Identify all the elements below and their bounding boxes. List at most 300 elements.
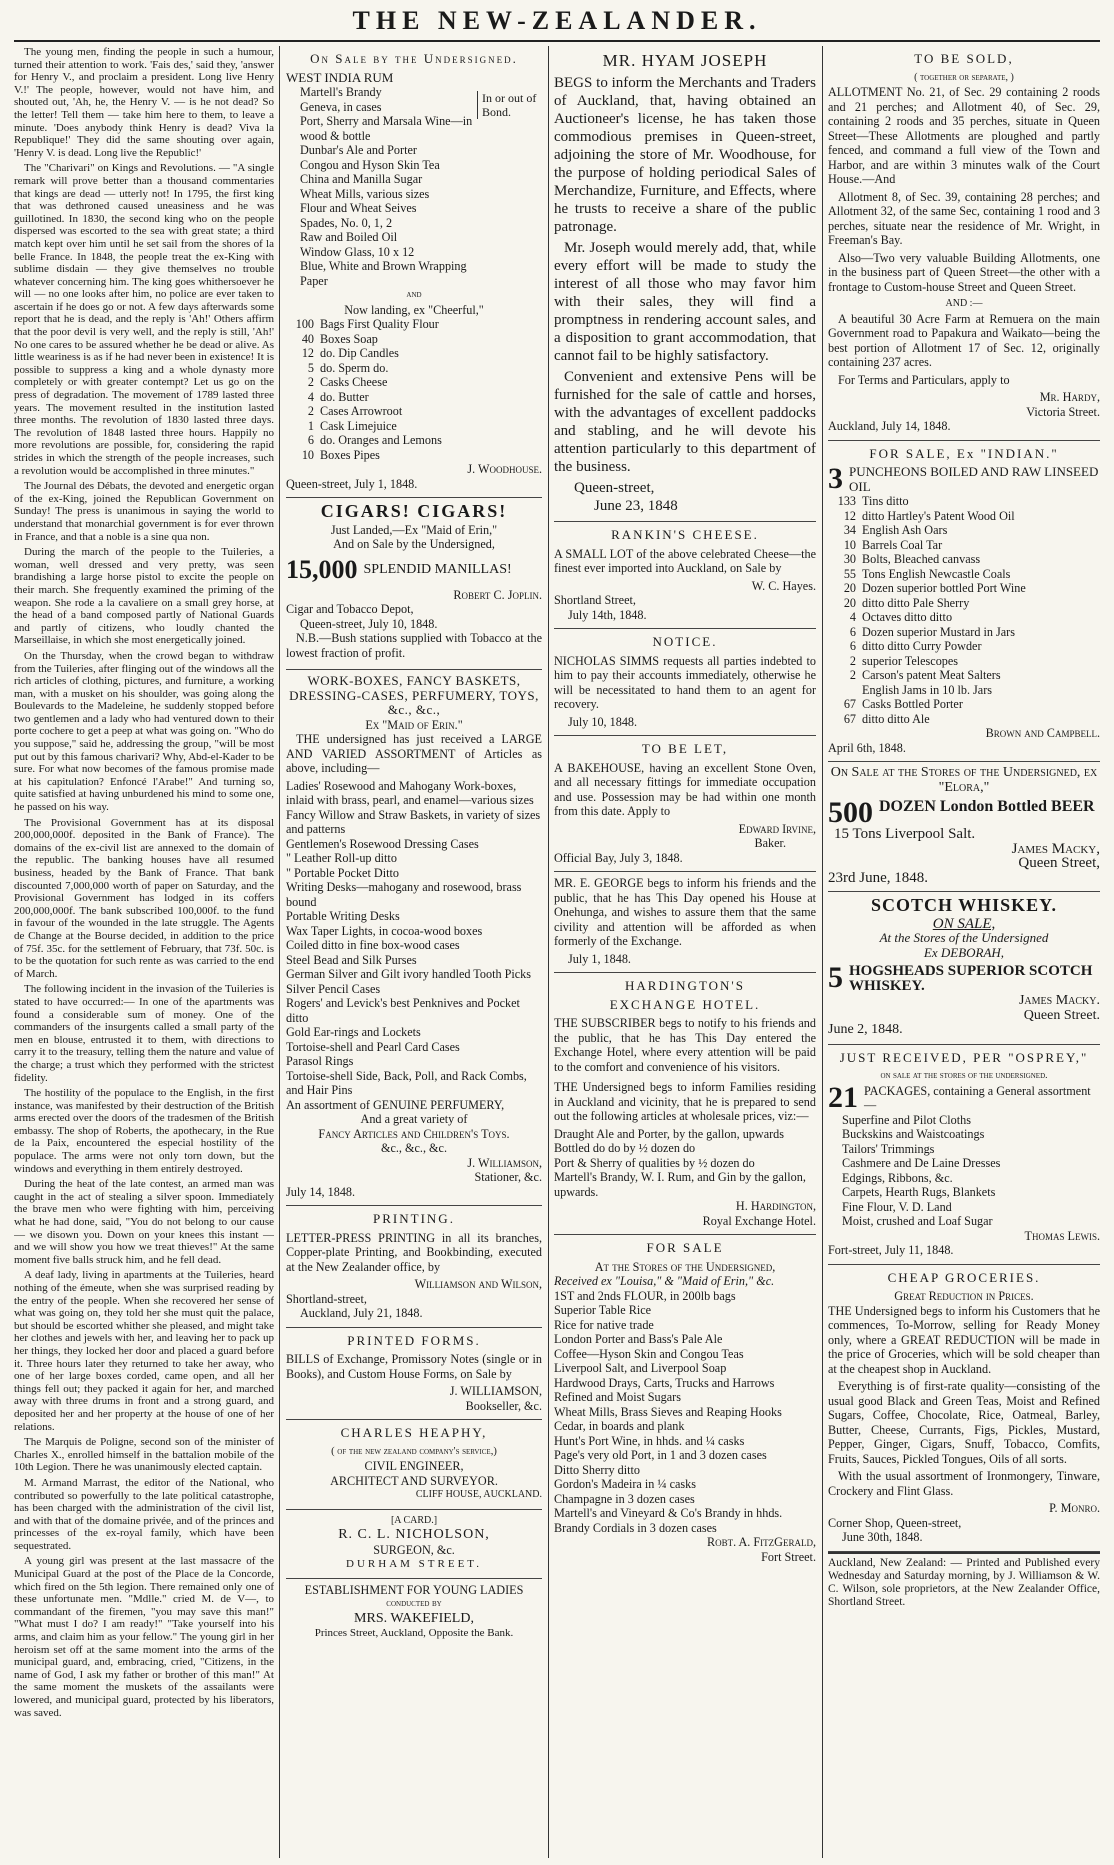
list-item: Blue, White and Brown Wrapping Paper <box>300 259 467 288</box>
ad-date: June 2, 1848. <box>828 1022 903 1037</box>
ad-hyam-joseph <box>554 46 816 522</box>
item-quantity: 55 <box>843 566 856 581</box>
news-paragraph: The "Charivari" on Kings and Revolutions. — "A single remark will prove better than a thousand commentaries that kings are dead — utterly not! In 1795, the first king that was dethroned caused uneasiness and he was guillotined. In 1830, the second king who on the people dispersed was escorted to the sea with great state; a third match kept over him until he set sail from the shores of la belle France. In 1848, the people treat the ex-King with sublime disdain — they give themselves no trouble whatever concerning him. The king goes whithersoever he will — no one looks after him, no police are ever taken to ascertain if he does go or not. A few days afterwards some report that he is dead, and the reply is 'Ah!' Others affirm that the poor devil is very well, and the reply is still, 'Ah!' No one cares to be assured whether he be dead or alive. As little weariness is as if he had never been in existence! It is possible to suppress a king and a whole dynasty more completely or with greater contempt? Let us go on the press of degradation. The movement of 1789 lasted three years. The movement resulted in the institution lasted three months. The revolution of 1830 lasted three days. The revolution of 1848 lasted three hours. Happily no more revolutions are possible, for, considering the rapid strides in which the strength of the people increases, such a revolution would be accomplished in three minutes." <box>14 162 274 477</box>
list-item <box>828 654 1100 669</box>
list-item: Flour and Wheat Seives <box>300 201 417 215</box>
landing-line: Now landing, ex "Cheerful," <box>344 302 484 317</box>
list-item: London Porter and Bass's Pale Ale <box>554 1332 723 1346</box>
ad-title: FOR SALE, Ex "INDIAN." <box>869 445 1059 461</box>
ad-hardington <box>554 973 816 1235</box>
list-item <box>828 567 1100 582</box>
ad-title: NOTICE. <box>652 634 718 649</box>
item-name: do. Dip Candles <box>320 346 399 360</box>
list-item: " Portable Pocket Ditto <box>286 865 399 880</box>
list-item: Superfine and Pilot Cloths <box>842 1112 971 1127</box>
item-quantity: 2 <box>307 375 314 389</box>
ad-address: Princes Street, Auckland, Opposite the Bank. <box>314 1627 514 1639</box>
ad-date: Queen-street, July 10, 1848. <box>300 616 438 631</box>
item-name: ditto ditto Curry Powder <box>862 639 982 653</box>
ad-printed-forms <box>286 1328 542 1421</box>
ad-heading: On Sale by the Undersigned. <box>310 51 518 66</box>
ad-lead: PUNCHEONS BOILED AND RAW LINSEED OIL <box>849 465 1099 494</box>
ad-title: SCOTCH WHISKEY. <box>870 895 1058 915</box>
ad-body: THE Undersigned begs to inform Families residing in Auckland and vicinity, that he is prepared to send out the following articles at wholesale prices, viz:— <box>554 1080 816 1123</box>
list-item: Tortoise-shell and Pearl Card Cases <box>286 1039 460 1054</box>
item-quantity: 10 <box>843 537 856 552</box>
ad-line: And on Sale by the Undersigned, <box>333 537 495 551</box>
ad-card: [A CARD.] <box>390 1514 438 1526</box>
ad-title: FOR SALE <box>646 1240 724 1255</box>
item-quantity: 4 <box>849 610 856 624</box>
ad-body: Everything is of first-rate quality—consisting of the usual good Black and Green Teas, Moist and Refined Sugars, Coffee, Chocolate, Rice, Oatmeal, Barley, Butter, Cheese, Currants, Figs, Pickles, Mustard, Pepper, Ginger, Cigars, Snuff, Tobacco, Comfits, Fruits, Sauces, Pickled Tongues, Oils of all sorts. <box>828 1379 1100 1466</box>
ad-signer: J. Woodhouse. <box>467 462 542 476</box>
item-quantity: 100 <box>295 317 314 331</box>
item-name: Boxes Pipes <box>320 447 380 462</box>
column-4 <box>828 46 1100 1858</box>
list-item: Page's very old Port, in 1 and 3 dozen cases <box>554 1448 767 1462</box>
list-item: Wheat Mills, Brass Sieves and Reaping Hooks <box>554 1404 782 1419</box>
and-label: AND :— <box>945 298 983 309</box>
ad-bakehouse <box>554 736 816 872</box>
column-divider <box>548 46 549 1858</box>
ad-signer: H. Hardington, <box>735 1199 816 1213</box>
list-item <box>828 509 1100 524</box>
list-item <box>828 639 1100 654</box>
list-item: Window Glass, 10 x 12 <box>300 244 415 259</box>
item-name: Dozen superior bottled Port Wine <box>862 581 1026 595</box>
list-item: Edgings, Ribbons, &c. <box>842 1170 953 1185</box>
list-item <box>828 712 1100 727</box>
landing-list <box>286 317 542 462</box>
ad-osprey <box>828 1045 1100 1265</box>
item-name: Bags First Quality Flour <box>320 317 439 331</box>
list-item: Cashmere and De Laine Dresses <box>842 1156 1001 1170</box>
item-list <box>828 494 1100 726</box>
news-paragraph: The Provisional Government has at its disposal 200,000,000f. deposited in the Bank of France). The domains of the ex-civil list are annexed to the domain of the republic. The banking houses have all resumed business, headed by the Bank of France. That bank discounted 7,000,000 worth of paper on Saturday, and the Provisional Government has lodged in its coffers 200,000,000f. The bank subscribed 100,000f. to the fund in favour of the wounded in the late struggle. The Agents de Change at the Bourse decided, in addition to the price of 75f. 35c. for the settlement of February, that 73f. 50c. is to be the quotation for such rente as was carried to the end of March. <box>14 816 274 980</box>
list-item <box>286 346 542 361</box>
ad-signer: P. Monro. <box>1049 1501 1100 1515</box>
item-quantity: 30 <box>843 552 856 566</box>
list-item: Martell's Brandy, W. I. Rum, and Gin by the gallon, upwards. <box>554 1170 806 1199</box>
item-quantity: 6 <box>849 624 856 639</box>
list-item <box>286 332 542 347</box>
list-item: Steel Bead and Silk Purses <box>286 952 417 967</box>
ad-signer: J. Williamson, <box>467 1155 542 1170</box>
ad-date: Auckland, July 21, 1848. <box>300 1306 423 1320</box>
item-quantity: 20 <box>843 581 856 595</box>
ad-date: June 23, 1848 <box>594 498 678 514</box>
item-name: Octaves ditto ditto <box>862 610 953 624</box>
ad-woodhouse <box>286 46 542 498</box>
ad-signer-title: Royal Exchange Hotel. <box>702 1213 816 1228</box>
news-paragraph: During the heat of the late contest, an armed man was caught in the act of stealing a silver spoon. Immediately the brave men who were fighting with him, perceiving what he had done, said, "You do not belong to our cause — we disown you. Down on your knees this instant — and we will show you how we treat thieves!" At the same moment five balls struck him, and he fell dead. <box>14 1178 274 1266</box>
item-quantity: 4 <box>307 389 314 404</box>
list-item: Silver Pencil Cases <box>286 981 381 996</box>
list-item: Carpets, Hearth Rugs, Blankets <box>842 1185 996 1199</box>
list-item: An assortment of GENUINE PERFUMERY, <box>286 1097 505 1112</box>
list-item: Bottled do do by ½ dozen do <box>554 1141 696 1155</box>
list-item: Draught Ale and Porter, by the gallon, upwards <box>554 1126 785 1141</box>
column-divider <box>822 46 823 1858</box>
ad-cigars <box>286 498 542 670</box>
item-quantity: 40 <box>301 331 314 346</box>
ad-date: Queen-street, July 1, 1848. <box>286 476 418 491</box>
list-item: Congou and Hyson Skin Tea <box>300 157 440 172</box>
item-name: Cases Arrowroot <box>320 404 403 418</box>
ad-date: Official Bay, July 3, 1848. <box>554 850 683 865</box>
ad-scotch <box>828 892 1100 1045</box>
ad-fitzgerald <box>554 1235 816 1570</box>
ad-ex: Ex "Maid of Erin." <box>365 717 463 732</box>
list-item <box>286 419 542 434</box>
list-item: Buckskins and Waistcoatings <box>842 1127 985 1141</box>
ad-title: PRINTED FORMS. <box>347 1332 481 1348</box>
ad-rankin-cheese <box>554 522 816 629</box>
ad-heaphy <box>286 1420 542 1510</box>
ad-signer: J. WILLIAMSON, <box>449 1384 542 1398</box>
ad-title: TO BE LET, <box>641 741 729 756</box>
list-item <box>828 596 1100 611</box>
ad-title: On Sale at the Stores of the Undersigned, ex "Elora," <box>830 765 1098 795</box>
ad-sub: Great Reduction in Prices. <box>894 1289 1034 1303</box>
item-name: Carson's patent Meat Salters <box>862 668 1001 682</box>
list-item: Gordon's Madeira in ¼ casks <box>554 1477 696 1491</box>
ad-body: BILLS of Exchange, Promissory Notes (single or in Books), and Custom House Forms, on Sale by <box>286 1352 542 1381</box>
ad-indian <box>828 441 1100 763</box>
list-item: Ladies' Rosewood and Mahogany Work-boxes, inlaid with brass, pearl, and enamel—various sizes <box>286 778 534 807</box>
item-quantity: 2 <box>849 668 856 682</box>
and-label: and <box>406 289 422 300</box>
list-item <box>828 610 1100 625</box>
item-list <box>286 85 476 288</box>
list-item <box>286 390 542 405</box>
list-item: Coffee—Hyson Skin and Congou Teas <box>554 1346 744 1361</box>
ad-body: NICHOLAS SIMMS requests all parties indebted to him to pay their accounts immediately, otherwise he will be necessitated to hand them to an agent for recovery. <box>554 653 816 711</box>
item-name: Tins ditto <box>862 494 909 508</box>
ad-body: THE SUBSCRIBER begs to notify to his friends and the public, that he has This Day entered the Exchange Hotel, where every attention will be paid to the comfort and convenience of his visitors. <box>554 1016 816 1074</box>
item-name: ditto ditto Ale <box>862 711 930 726</box>
item-name: Barrels Coal Tar <box>862 537 943 552</box>
ad-line: SURGEON, &c. <box>373 1542 455 1557</box>
ad-line: CIVIL ENGINEER, <box>364 1459 464 1473</box>
list-item: Tailors' Trimmings <box>842 1141 935 1156</box>
column-2 <box>286 46 542 1858</box>
column-divider <box>279 46 280 1858</box>
item-name: English Ash Oars <box>862 523 948 537</box>
ad-title: TO BE SOLD, <box>914 51 1014 66</box>
item-name: superior Telescopes <box>862 653 959 668</box>
ad-body: LETTER-PRESS PRINTING in all its branches, Copper-plate Printing, and Bookbinding, executed at the New Zealander office, by <box>286 1230 542 1274</box>
news-paragraph: The Journal des Débats, the devoted and energetic organ of the ex-King, joined the Republican Government on Sunday! The press is unanimous in saying the world to understand that monarchial government is for ever thrown in France, and that a noble is a sine qua non. <box>14 480 274 543</box>
list-item: Moist, crushed and Loaf Sugar <box>842 1214 993 1228</box>
product: HOGSHEADS SUPERIOR SCOTCH WHISKEY. <box>849 964 1093 994</box>
ad-title: CIGARS! CIGARS! <box>320 501 508 521</box>
list-item: German Silver and Gilt ivory handled Tooth Picks <box>286 967 532 981</box>
ad-printing <box>286 1206 542 1328</box>
ad-sub: At the Stores of the Undersigned, <box>594 1259 776 1274</box>
ad-wakefield <box>286 1579 542 1647</box>
list-item <box>828 494 1100 509</box>
ad-signer: James Macky, <box>1011 840 1100 857</box>
ad-sub: ( together or separate, ) <box>914 71 1014 83</box>
list-item: Raw and Boiled Oil <box>300 230 398 244</box>
ad-signer-title: Bookseller, &c. <box>465 1398 542 1413</box>
ad-date: July 1, 1848. <box>568 951 631 966</box>
ad-body: Mr. Joseph would merely add, that, while every effort will be made to study the interest of all those who may favor him with their sales, they will find a promptness in rendering account sales, and a disposition to grant accommodation, that cannot fail to be highly satisfactory. <box>554 240 816 364</box>
quantity: 3 <box>828 465 843 494</box>
list-item: Superior Table Rice <box>554 1303 652 1317</box>
news-paragraph: The Marquis de Poligne, second son of the minister of Charles X., enrolled himself in the battalion mobile of the 10th Legion. There he was unanimously elected captain. <box>14 1436 274 1474</box>
ad-signer: Brown and Campbell. <box>985 726 1100 740</box>
news-paragraph: A young girl was present at the last massacre of the Municipal Guard at the post of the Place de la Concorde, which fired on the 5th legion. There remained only one of these unfortunate men. "Mdlle." cried M. de V—, to commandant of the firemen, "you may save this man!" "What must I do? I am ready!" "Take yourself into his arms, and claim him as your fellow." The young girl in her heroism set off at the same moment into the arms of the municipal guard, and, embracing, cried, "Citizens, in the name of God, I ask my father or brother of this man!" At the same moment the muskets of the assailants were lowered, and municipal guard, protected by his liberators, was saved. <box>14 1555 274 1719</box>
ad-signer: James Macky. <box>1018 993 1100 1008</box>
list-item: Fine Flour, V. D. Land <box>842 1199 952 1214</box>
ad-title: WORK-BOXES, FANCY BASKETS, DRESSING-CASES, PERFUMERY, TOYS, &c., &c., <box>289 673 539 717</box>
list-item: Cedar, in boards and plank <box>554 1419 685 1433</box>
list-item: Rogers' and Levick's best Penknives and Pocket ditto <box>286 996 520 1025</box>
list-item <box>828 697 1100 712</box>
ad-body: With the usual assortment of Ironmongery, Tinware, Crockery and Flint Glass. <box>828 1469 1100 1498</box>
ad-to-be-sold <box>828 46 1100 441</box>
item-name: Tons English Newcastle Coals <box>862 566 1011 581</box>
list-item: Refined and Moist Sugars <box>554 1390 681 1404</box>
item-name: ditto ditto Pale Sherry <box>862 595 970 610</box>
ad-sub: on sale at the stores of the undersigned. <box>880 1071 1048 1081</box>
ad-line: Fancy Articles and Children's Toys. <box>318 1126 510 1141</box>
product: DOZEN London Bottled BEER <box>879 799 1095 815</box>
ad-ex: Ex DEBORAH, <box>923 944 1005 960</box>
list-item <box>286 448 542 463</box>
ad-signer-title: Baker. <box>754 836 786 850</box>
item-name: Casks Cheese <box>320 375 388 389</box>
news-paragraph: The following incident in the invasion of the Tuileries is stated to have occurred:— In one of the apartments was found a considerable sum of money. One of the commanders of the insurgents called a small party of the men en blouse, entrusted it to them, with directions to carry it to the treasury, telling them the nature and value of the charge; a trust which they performed with the strictest fidelity. <box>14 983 274 1084</box>
ad-line: &c., &c., &c. <box>381 1141 447 1155</box>
list-item: Portable Writing Desks <box>286 909 400 923</box>
list-item: China and Manilla Sugar <box>300 172 423 186</box>
list-item: Writing Desks—mahogany and rosewood, brass bound <box>286 880 522 909</box>
ad-place: Queen-street, <box>574 480 655 496</box>
ad-title: JUST RECEIVED, PER "OSPREY," <box>839 1049 1089 1065</box>
ad-body: ALLOTMENT No. 21, of Sec. 29 containing 2 roods and 21 perches; and Allotment 40, of Sec. 29, containing 2 roods and 35 perches, situate in Queen Street—These Allotments are ploughed and partly fenced, and command a full view of the Town and Harbor, and are within 3 minutes walk of the Court House.—And <box>828 85 1100 186</box>
imprint-footer: Auckland, New Zealand: — Printed and Published every Wednesday and Saturday morning, by J. Williamson & W. C. Wilson, sole proprietors, at the New Zealander Office, Shortland Street. <box>828 1552 1100 1609</box>
news-article <box>14 46 274 1719</box>
ad-line: 15 Tons Liverpool Salt. <box>834 826 976 842</box>
ad-signer-title: Queen Street, <box>1018 855 1100 871</box>
bond-note: In or out of Bond. <box>477 91 542 119</box>
list-item: Spades, No. 0, 1, 2 <box>300 215 393 230</box>
item-quantity: 67 <box>843 697 856 711</box>
item-quantity: 6 <box>849 639 856 653</box>
ad-lead: PACKAGES, containing a General assortment— <box>864 1083 1091 1112</box>
list-item <box>286 404 542 419</box>
ad-title: RANKIN'S CHEESE. <box>611 527 759 542</box>
ad-name: MRS. WAKEFIELD, <box>354 1610 474 1626</box>
ad-date: July 14, 1848. <box>286 1184 356 1199</box>
ad-body: Allotment 8, of Sec. 39, containing 28 perches; and Allotment 32, of the same Sec, containing 1 rood and 3 perches, situate near the residence of Mr. Wright, in Freeman's Bay. <box>828 189 1100 247</box>
ad-nicholson <box>286 1510 542 1579</box>
list-item: Hunt's Port Wine, in hhds. and ¼ casks <box>554 1433 745 1448</box>
item-quantity: 5 <box>307 360 314 375</box>
news-paragraph: On the Thursday, when the crowd began to withdraw from the Tuileries, after flinging out of the windows all the rich articles of clothing, pictures, and furniture, a working man, with a musket on his shoulder, was going along the Boulevards to the Madeleine, he suddenly stopped before two gentlemen and a lady who had ventured down to their porte cochere to get a peep at what was going on. "Who do you suppose," said he, addressing the group, "will be most put out by this famous charivari? Why, Abd-el-Kader to be sure. For what now becomes of the famous promise made at his capitulation? Enfoncé l'Arabe!" And turning so, quite satisfied at having unburdened his mind to some one, he passed on his way. <box>14 649 274 814</box>
ad-place: Shortland-street, <box>286 1291 367 1306</box>
column-news <box>14 46 274 1858</box>
ad-signer: Robt. A. FitzGerald, <box>706 1535 816 1549</box>
ad-george <box>554 872 816 973</box>
list-item: Brandy Cordials in 3 dozen cases <box>554 1520 717 1535</box>
list-item: " Leather Roll-up ditto <box>286 851 397 865</box>
item-name: do. Oranges and Lemons <box>320 433 442 447</box>
item-name: Casks Bottled Porter <box>862 697 963 711</box>
ad-sub: ( of the new zealand company's service,) <box>331 1445 497 1457</box>
item-quantity: 2 <box>849 653 856 668</box>
item-name: Dozen superior Mustard in Jars <box>862 624 1015 639</box>
item-name: do. Butter <box>320 389 369 404</box>
item-name: ditto Hartley's Patent Wood Oil <box>862 508 1015 523</box>
list-item: Ditto Sherry ditto <box>554 1462 640 1477</box>
ad-body: BEGS to inform the Merchants and Traders of Auckland, that, having obtained an Auctioneer's license, he has taken those commodious premises in Queen-street, adjoining the store of Mr. Woodhouse, for the purpose of holding periodical Sales of Merchandize, Furniture, and Effects, where he trusts to receive a share of the public patronage. <box>554 75 816 235</box>
ad-date: Auckland, July 14, 1848. <box>828 419 951 433</box>
list-item <box>828 552 1100 567</box>
masthead: THE NEW-ZEALANDER. <box>352 6 762 35</box>
news-paragraph: The hostility of the populace to the English, in the first instance, was manifested by their destruction of the British arms erected over the doors of the tradesmen of the British embassy. The shop of Roberts, the apothecary, in the Rue de la Paix, encountered the especial hostility of the populace. The arms were not only torn down, but the windows and everything in them entirely destroyed. <box>14 1087 274 1175</box>
item-quantity: 12 <box>301 346 314 360</box>
item-quantity: 10 <box>301 447 314 462</box>
list-item <box>828 538 1100 553</box>
ad-signer-title: Fort Street. <box>761 1549 816 1564</box>
ad-title-2: EXCHANGE HOTEL. <box>609 996 761 1012</box>
list-item: Liverpool Salt, and Liverpool Soap <box>554 1361 727 1375</box>
list-item <box>286 375 542 390</box>
ad-intro: THE undersigned has just received a LARGE AND VARIED ASSORTMENT of Articles as above, including— <box>286 732 542 775</box>
list-item: Port, Sherry and Marsala Wine—in wood & bottle <box>300 114 473 143</box>
ad-date: 23rd June, 1848. <box>828 869 928 886</box>
ad-signer-title: Victoria Street. <box>1026 404 1100 419</box>
ad-signer: Mr. Hardy, <box>1039 390 1100 404</box>
ad-title: ESTABLISHMENT FOR YOUNG LADIES <box>304 1582 524 1597</box>
ad-body: A BAKEHOUSE, having an excellent Stone Oven, and all necessary fittings for immediate occupation and use. Possession may be had within one month from this date. Apply to <box>554 760 816 818</box>
ad-line: ARCHITECT AND SURVEYOR. <box>330 1473 498 1488</box>
ad-elora <box>828 762 1100 892</box>
list-item: Champagne in 3 dozen cases <box>554 1491 695 1506</box>
ad-title: CHARLES HEAPHY, <box>340 1425 488 1440</box>
news-paragraph: M. Armand Marrast, the editor of the National, who contributed so powerfully to the late political catastrophe, has been charged with the administration of the civil list, and with that of the domaine privée, and of the princes and princesses of the ex-royal family, which have been sequestrated. <box>14 1476 274 1552</box>
ad-sub: At the Stores of the Undersigned <box>879 930 1049 945</box>
list-item: Martell's Brandy <box>300 85 382 99</box>
list-item: Martell's and Vineyard & Co's Brandy in hhds. <box>554 1506 783 1520</box>
product: SPLENDID MANILLAS! <box>363 561 512 577</box>
item-quantity: 20 <box>843 595 856 610</box>
item-quantity: 133 <box>837 494 856 508</box>
item-quantity: 67 <box>843 711 856 726</box>
ad-title: PRINTING. <box>373 1211 455 1226</box>
ad-signer: Thomas Lewis. <box>1024 1228 1100 1243</box>
list-item: Gold Ear-rings and Lockets <box>286 1025 421 1039</box>
list-item <box>286 361 542 376</box>
ad-date: June 30th, 1848. <box>842 1530 923 1544</box>
ad-body: For Terms and Particulars, apply to <box>838 372 1010 387</box>
ad-body: THE Undersigned begs to inform his Customers that he commences, To-Morrow, selling for Ready Money only, where a GREAT REDUCTION will be made in the price of Groceries, which will be sold cheaper than at the cheapest shop in Auckland. <box>828 1303 1100 1376</box>
list-item: Geneva, in cases <box>300 99 382 114</box>
ad-intro: WEST INDIA RUM <box>286 69 394 85</box>
list-item: Dunbar's Ale and Porter <box>300 143 417 157</box>
ad-line: Cigar and Tobacco Depot, <box>286 602 414 616</box>
list-item: Rice for native trade <box>554 1317 654 1332</box>
ad-title: MR. HYAM JOSEPH <box>602 51 768 70</box>
list-item <box>828 668 1100 683</box>
ad-sub: conducted by <box>386 1598 442 1609</box>
list-item: Wheat Mills, various sizes <box>300 186 430 201</box>
ad-street: DURHAM STREET. <box>346 1558 482 1570</box>
ad-received: Received ex "Louisa," & "Maid of Erin," &c. <box>554 1274 775 1288</box>
ad-name: R. C. L. NICHOLSON, <box>338 1527 490 1542</box>
ad-signer: Williamson and Wilson, <box>414 1277 542 1291</box>
item-quantity: 2 <box>307 404 314 418</box>
item-name: English Jams in 10 lb. Jars <box>862 682 992 697</box>
item-list <box>828 1113 1100 1229</box>
item-quantity: 6 <box>307 433 314 447</box>
ad-place: Shortland Street, <box>554 593 636 607</box>
list-item: Hardwood Drays, Carts, Trucks and Harrows <box>554 1375 775 1390</box>
quantity: 15,000 <box>286 555 358 584</box>
list-item: Parasol Rings <box>286 1054 354 1068</box>
item-quantity: 34 <box>843 523 856 537</box>
ad-signer: W. C. Hayes. <box>751 578 816 593</box>
quantity: 21 <box>828 1083 858 1113</box>
list-item: Coiled ditto in fine box-wood cases <box>286 938 460 952</box>
ad-body: Convenient and extensive Pens will be furnished for the sale of cattle and horses, with the advantages of excellent paddocks and stabling, and he will devote his attention particularly to this department of the business. <box>554 369 816 475</box>
item-name: Cask Limejuice <box>320 418 397 433</box>
list-item: Fancy Willow and Straw Baskets, in variety of sizes and patterns <box>286 807 541 836</box>
ad-title: CHEAP GROCERIES. <box>887 1269 1041 1285</box>
ad-line: And a great variety of <box>360 1112 468 1126</box>
list-item <box>828 683 1100 698</box>
item-quantity: 1 <box>307 418 314 433</box>
ad-date: Fort-street, July 11, 1848. <box>828 1243 954 1257</box>
item-name: Bolts, Bleached canvass <box>862 552 981 566</box>
list-item: Tortoise-shell Side, Back, Poll, and Rack Combs, and Hair Pins <box>286 1068 527 1097</box>
list-item <box>286 317 542 332</box>
ad-date: July 14th, 1848. <box>568 607 647 622</box>
news-paragraph: A deaf lady, living in apartments at the Tuileries, heard nothing of the émeute, when she was surprised reading by the entry of the people. When she recovered her sense of what was going on, they told her she must quit the palace, but should be escorted whither she pleased, and might take her clothes and jewels with her, and leaving her to pack up her things, they locked her door and placed a guard before it. Three hours later they returned to take her away, who one of her large boxes corded, came open, and all her things fell out; they packed it again for her, and marched away with three drums in front and a strong guard, and deposited her and her property at the house of one of her relations. <box>14 1269 274 1433</box>
ad-place: Corner Shop, Queen-street, <box>828 1515 962 1530</box>
ad-address: CLIFF HOUSE, AUCKLAND. <box>415 1489 542 1500</box>
masthead-rule <box>14 40 1100 42</box>
item-list <box>554 1127 816 1200</box>
list-item: Wax Taper Lights, in cocoa-wood boxes <box>286 923 483 938</box>
list-item <box>828 625 1100 640</box>
list-item: Port & Sherry of qualities by ½ dozen do <box>554 1155 755 1170</box>
list-item <box>828 581 1100 596</box>
ad-note: N.B.—Bush stations supplied with Tobacco at the lowest fraction of profit. <box>286 631 542 660</box>
ad-date: April 6th, 1848. <box>828 740 906 755</box>
news-paragraph: During the march of the people to the Tuileries, a woman, well dressed and very pretty, was seen brandishing a large horse pistol to excite the people on their march. She frequently examined the priming of the weapon. She rode a la cavaliere on a small grey horse, at the head of a band composed partly of National Guards and partly of citizens, who loudly chanted the Marseillaise, in which she most energetically joined. <box>14 546 274 647</box>
quantity: 5 <box>828 964 843 994</box>
ad-line: Just Landed,—Ex "Maid of Erin," <box>330 522 498 537</box>
ad-date: July 10, 1848. <box>568 714 638 729</box>
ad-groceries <box>828 1265 1100 1552</box>
ad-signer-title: Stationer, &c. <box>474 1170 542 1184</box>
item-name: do. Sperm do. <box>320 360 389 375</box>
ad-signer: Robert C. Joplin. <box>453 587 542 602</box>
item-list <box>286 779 542 1113</box>
ad-onsale: ON SALE, <box>932 915 996 932</box>
ad-signer-title: Queen Street. <box>1023 1007 1100 1023</box>
item-quantity: 12 <box>843 508 856 523</box>
ad-notice-simms <box>554 629 816 736</box>
list-item <box>828 523 1100 538</box>
ad-signer: Edward Irvine, <box>738 821 816 836</box>
news-paragraph: The young men, finding the people in such a humour, turned their attention to work. 'Fais des,' said they, 'answer for Henry V., and proclaim a president. Long live Henry V.!' The people, however, would not have him, and shouted out, 'Ah, he, the Henry V. — is he not dead? So the letter! Tell them — take him here to them, to leave a minute. 'Does anybody think Henry is dead? Viva la Republique!' They did the same shouting over again, 'Henry V. is dead. Long live the Republic!' <box>14 46 274 159</box>
